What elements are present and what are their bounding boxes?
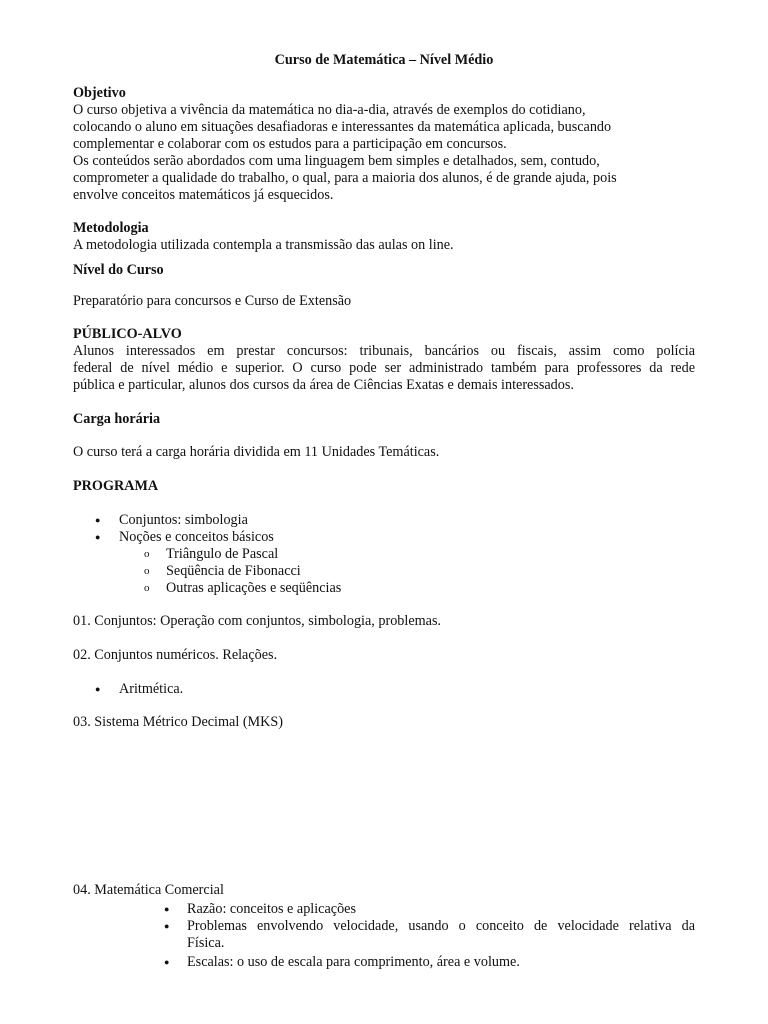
bullet-icon: ● [164,921,170,931]
sub-list-item: Outras aplicações e seqüências [166,580,342,596]
nivel-text: Preparatório para concursos e Curso de Extensão [73,293,352,309]
objetivo-line: complementar e colaborar com os estudos para a participação em concursos. [73,136,507,152]
list-item: Noções e conceitos básicos [119,529,274,545]
list-item: Escalas: o uso de escala para comprimento, área e volume. [187,954,520,970]
carga-text: O curso terá a carga horária dividida em 11 Unidades Temáticas. [73,444,440,460]
sub-list-item: Seqüência de Fibonacci [166,563,301,579]
objetivo-heading: Objetivo [73,85,126,101]
objetivo-line: O curso objetiva a vivência da matemática no dia-a-dia, através de exemplos do cotidiano, [73,102,586,118]
objetivo-line: envolve conceitos matemáticos já esquecidos. [73,187,334,203]
bullet-icon: ● [164,904,170,914]
bullet-icon: ● [95,532,101,542]
metodologia-heading: Metodologia [73,220,149,236]
programa-heading: PROGRAMA [73,478,159,494]
sub-bullet-icon: o [144,548,150,560]
carga-heading: Carga horária [73,411,161,427]
bullet-icon: ● [95,515,101,525]
bullet-icon: ● [95,684,101,694]
programa-item-02: 02. Conjuntos numéricos. Relações. [73,647,278,663]
bullet-icon: ● [164,957,170,967]
nivel-heading: Nível do Curso [73,262,164,278]
objetivo-line: comprometer a qualidade do trabalho, o qual, para a maioria dos alunos, é de grande ajuda, pois [73,170,617,186]
list-item: Conjuntos: simbologia [119,512,248,528]
list-item: Problemas envolvendo velocidade, usando o conceito de velocidade relativa da [187,918,695,934]
publico-line: pública e particular, alunos dos cursos da área de Ciências Exatas e demais interessados. [73,377,574,393]
programa-item-03: 03. Sistema Métrico Decimal (MKS) [73,714,284,730]
publico-heading: PÚBLICO-ALVO [73,326,182,342]
publico-line: federal de nível médio e superior. O curso pode ser administrado também para professores da rede [73,360,695,376]
list-item: Aritmética. [119,681,184,697]
list-item: Razão: conceitos e aplicações [187,901,356,917]
sub-list-item: Triângulo de Pascal [166,546,279,562]
publico-line: Alunos interessados em prestar concursos: tribunais, bancários ou fiscais, assim como polícia [73,343,695,359]
sub-bullet-icon: o [144,565,150,577]
programa-item-01: 01. Conjuntos: Operação com conjuntos, simbologia, problemas. [73,613,442,629]
metodologia-text: A metodologia utilizada contempla a transmissão das aulas on line. [73,237,454,253]
objetivo-line: colocando o aluno em situações desafiadoras e interessantes da matemática aplicada, buscando [73,119,612,135]
objetivo-line: Os conteúdos serão abordados com uma linguagem bem simples e detalhados, sem, contudo, [73,153,600,169]
document-title: Curso de Matemática – Nível Médio [274,52,494,68]
programa-item-04: 04. Matemática Comercial [73,882,224,898]
sub-bullet-icon: o [144,582,150,594]
list-item-continuation: Física. [187,935,225,951]
